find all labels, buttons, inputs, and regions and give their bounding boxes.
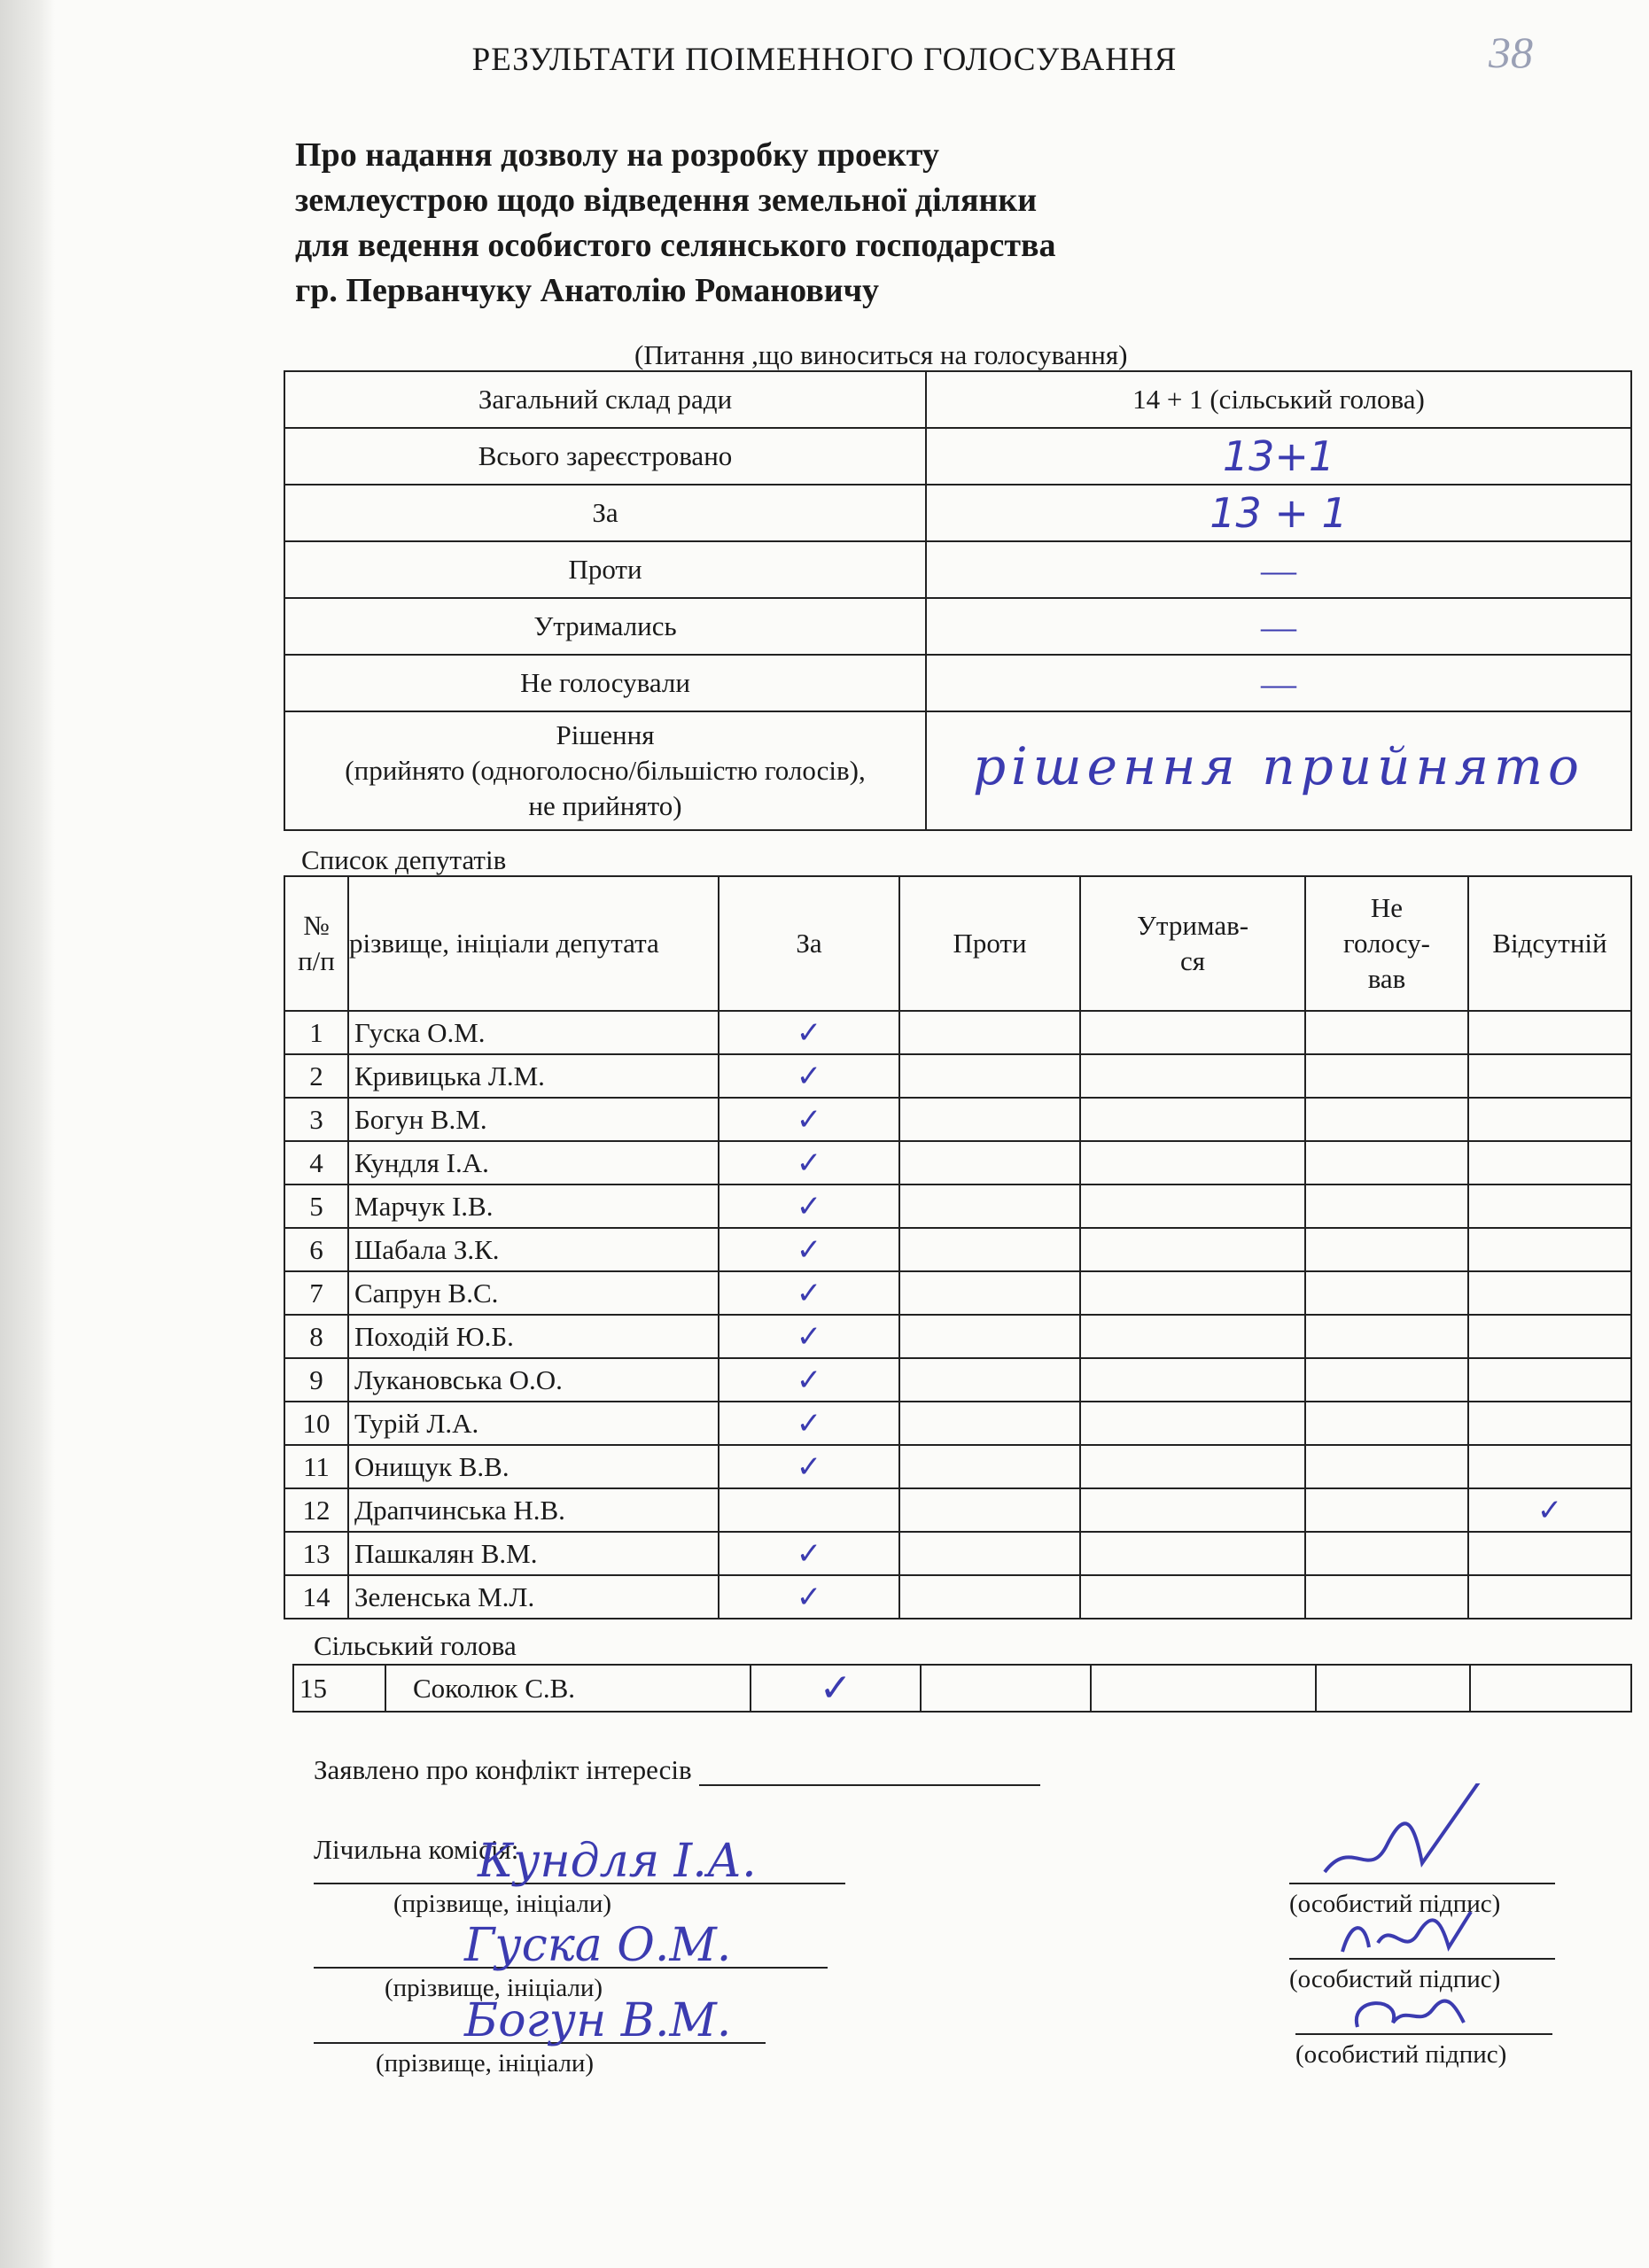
check-mark-icon: ✓ — [796, 1014, 822, 1051]
summary-label — [284, 711, 926, 830]
header-name: різвище, ініціали депутата — [348, 876, 719, 1011]
handwritten-name: Гуска О.М. — [464, 1919, 732, 1972]
check-mark-icon: ✓ — [796, 1579, 822, 1615]
deputies-table — [284, 875, 1632, 1619]
handwritten-name: Богун В.М. — [464, 1994, 732, 2047]
scan-edge — [0, 0, 55, 2268]
vote-absent-cell — [1468, 1445, 1631, 1488]
deputies-body — [284, 1011, 1631, 1619]
row-name: Пашкалян В.М. — [348, 1532, 719, 1575]
summary-value — [926, 711, 1631, 830]
decision-label-line: Рішення — [556, 719, 655, 750]
vote-absent-cell — [1468, 1575, 1631, 1619]
vote-not-voted-cell — [1305, 1532, 1468, 1575]
conflict-of-interest — [314, 1754, 1040, 1786]
summary-row — [284, 371, 1631, 428]
vote-absent-cell — [1468, 1184, 1631, 1228]
summary-label: Не голосували — [284, 655, 926, 711]
row-name: Турій Л.А. — [348, 1402, 719, 1445]
commission-signature-2 — [1289, 1922, 1555, 1994]
row-num: 2 — [284, 1054, 348, 1098]
row-num: 6 — [284, 1228, 348, 1271]
vote-against-cell — [899, 1141, 1080, 1184]
deputies-caption: Список депутатів — [301, 844, 507, 875]
check-mark-icon: ✓ — [796, 1231, 822, 1268]
header-against: Проти — [899, 876, 1080, 1011]
row-num: 8 — [284, 1315, 348, 1358]
name-line — [314, 1919, 828, 1972]
table-row — [284, 1098, 1631, 1141]
vote-not-voted-cell — [1305, 1184, 1468, 1228]
vote-against-cell — [899, 1228, 1080, 1271]
signature-caption: (особистий підпис) — [1289, 1890, 1501, 1918]
subject-line: гр. Перванчуку Анатолію Романовичу — [295, 272, 880, 309]
commission-name-1 — [314, 1835, 845, 1919]
signature-line — [1289, 1922, 1555, 1960]
vote-abstained-cell — [1080, 1271, 1305, 1315]
summary-row — [284, 541, 1631, 598]
subject-line: для ведення особистого селянського господарства — [295, 227, 1056, 264]
subject-line: землеустрою щодо відведення земельної ділянки — [295, 182, 1038, 219]
vote-for-cell — [719, 1228, 899, 1271]
vote-abstained-cell — [1080, 1054, 1305, 1098]
vote-against-cell — [899, 1575, 1080, 1619]
row-num: 4 — [284, 1141, 348, 1184]
summary-label: Утримались — [284, 598, 926, 655]
handwritten-decision: рішення прийнято — [973, 736, 1584, 796]
header-abstained — [1080, 876, 1305, 1011]
vote-absent-cell — [1468, 1054, 1631, 1098]
signature-icon — [1322, 1987, 1499, 2040]
vote-absent-cell — [1468, 1315, 1631, 1358]
vote-against-cell — [899, 1011, 1080, 1054]
header-num-line: № — [303, 910, 330, 941]
subject — [295, 133, 1056, 314]
vote-abstained-cell — [1080, 1532, 1305, 1575]
vote-for-cell — [751, 1665, 921, 1712]
table-row — [293, 1665, 1631, 1712]
row-num: 3 — [284, 1098, 348, 1141]
summary-row — [284, 598, 1631, 655]
row-name: Сапрун В.С. — [348, 1271, 719, 1315]
vote-absent-cell — [1468, 1402, 1631, 1445]
vote-not-voted-cell — [1305, 1054, 1468, 1098]
row-num: 7 — [284, 1271, 348, 1315]
row-num: 14 — [284, 1575, 348, 1619]
signature-line — [1295, 1998, 1552, 2035]
commission-label: Лічильна комісія: — [314, 1834, 519, 1865]
vote-for-cell — [719, 1054, 899, 1098]
summary-row — [284, 428, 1631, 485]
summary-table — [284, 370, 1632, 831]
check-mark-icon: ✓ — [819, 1666, 852, 1711]
vote-for-cell — [719, 1184, 899, 1228]
vote-for-cell — [719, 1011, 899, 1054]
row-name: Походій Ю.Б. — [348, 1315, 719, 1358]
check-mark-icon: ✓ — [796, 1318, 822, 1355]
vote-for-cell — [719, 1532, 899, 1575]
handwritten-name: Кундля І.А. — [478, 1835, 757, 1888]
vote-not-voted-cell — [1305, 1402, 1468, 1445]
vote-abstained-cell — [1080, 1575, 1305, 1619]
check-mark-icon: ✓ — [796, 1405, 822, 1441]
table-row — [284, 1228, 1631, 1271]
vote-absent-cell — [1468, 1532, 1631, 1575]
vote-absent-cell — [1468, 1141, 1631, 1184]
row-name: Соколюк С.В. — [385, 1665, 751, 1712]
document-title: РЕЗУЛЬТАТИ ПОІМЕННОГО ГОЛОСУВАННЯ — [471, 42, 1178, 78]
decision-label-line: (прийнято (одноголосно/більшістю голосів), — [345, 755, 866, 786]
header-num-line: п/п — [298, 945, 335, 976]
summary-value — [926, 485, 1631, 541]
handwritten-value: 13 + 1 — [1210, 489, 1348, 537]
vote-against-cell — [899, 1054, 1080, 1098]
commission-name-2 — [314, 1919, 828, 2003]
page-number: 38 — [1489, 27, 1533, 77]
summary-label: За — [284, 485, 926, 541]
row-num: 1 — [284, 1011, 348, 1054]
table-row — [284, 1141, 1631, 1184]
row-num: 13 — [284, 1532, 348, 1575]
check-mark-icon: ✓ — [796, 1275, 822, 1311]
vote-not-voted-cell — [1305, 1228, 1468, 1271]
header-for: За — [719, 876, 899, 1011]
check-mark-icon: ✓ — [796, 1058, 822, 1094]
signature-icon — [1316, 1783, 1493, 1890]
header-line: голосу- — [1343, 928, 1430, 959]
vote-abstained-cell — [1080, 1098, 1305, 1141]
conflict-blank-line — [699, 1759, 1040, 1786]
summary-label: Всього зареєстровано — [284, 428, 926, 485]
table-row — [284, 1271, 1631, 1315]
summary-value — [926, 598, 1631, 655]
summary-row — [284, 711, 1631, 830]
question-caption: (Питання ,що виноситься на голосування) — [634, 339, 1128, 370]
header-line: Не — [1370, 892, 1404, 923]
vote-not-voted-cell — [1305, 1315, 1468, 1358]
commission-name-3 — [314, 1994, 766, 2078]
vote-against-cell — [899, 1184, 1080, 1228]
header-absent: Відсутній — [1468, 876, 1631, 1011]
row-name: Драпчинська Н.В. — [348, 1488, 719, 1532]
vote-not-voted-cell — [1305, 1098, 1468, 1141]
header-num — [284, 876, 348, 1011]
summary-value — [926, 541, 1631, 598]
row-name: Марчук І.В. — [348, 1184, 719, 1228]
row-name: Богун В.М. — [348, 1098, 719, 1141]
name-line — [314, 1994, 766, 2047]
row-num: 15 — [293, 1665, 385, 1712]
table-row — [284, 1315, 1631, 1358]
vote-for-cell — [719, 1445, 899, 1488]
vote-not-voted-cell — [1305, 1575, 1468, 1619]
table-row — [284, 1054, 1631, 1098]
check-mark-icon: ✓ — [796, 1101, 822, 1138]
summary-row — [284, 485, 1631, 541]
vote-abstained-cell — [1091, 1665, 1316, 1712]
vote-against-cell — [899, 1358, 1080, 1402]
handwritten-dash: — — [1261, 606, 1296, 647]
vote-abstained-cell — [1080, 1141, 1305, 1184]
summary-row — [284, 655, 1631, 711]
summary-value: 14 + 1 (сільський голова) — [926, 371, 1631, 428]
name-caption: (прізвище, ініціали) — [376, 2049, 595, 2078]
vote-absent-cell — [1468, 1011, 1631, 1054]
row-num: 9 — [284, 1358, 348, 1402]
summary-value — [926, 655, 1631, 711]
header-not-voted — [1305, 876, 1468, 1011]
vote-against-cell — [899, 1532, 1080, 1575]
row-name: Кундля І.А. — [348, 1141, 719, 1184]
vote-against-cell — [899, 1315, 1080, 1358]
table-row — [284, 1488, 1631, 1532]
signature-icon — [1316, 1903, 1493, 1965]
vote-abstained-cell — [1080, 1445, 1305, 1488]
vote-absent-cell — [1468, 1271, 1631, 1315]
signature-line — [1289, 1847, 1555, 1884]
name-caption: (прізвище, ініціали) — [385, 1974, 603, 2002]
check-mark-icon: ✓ — [796, 1449, 822, 1485]
vote-absent-cell — [1468, 1098, 1631, 1141]
row-name: Гуска О.М. — [348, 1011, 719, 1054]
vote-absent-cell — [1468, 1488, 1631, 1532]
vote-against-cell — [921, 1665, 1091, 1712]
table-row — [284, 1011, 1631, 1054]
signature-caption: (особистий підпис) — [1289, 1965, 1501, 1993]
row-name: Зеленська М.Л. — [348, 1575, 719, 1619]
conflict-label: Заявлено про конфлікт інтересів — [314, 1754, 692, 1785]
head-caption: Сільський голова — [314, 1630, 517, 1661]
vote-for-cell — [719, 1271, 899, 1315]
head-table — [292, 1664, 1632, 1713]
vote-not-voted-cell — [1305, 1445, 1468, 1488]
check-mark-icon: ✓ — [796, 1145, 822, 1181]
vote-absent-cell — [1468, 1358, 1631, 1402]
vote-for-cell — [719, 1098, 899, 1141]
row-num: 12 — [284, 1488, 348, 1532]
vote-not-voted-cell — [1305, 1141, 1468, 1184]
name-caption: (прізвище, ініціали) — [393, 1890, 612, 1918]
header-line: Утримав- — [1136, 910, 1249, 941]
row-name: Онищук В.В. — [348, 1445, 719, 1488]
table-header-row — [284, 876, 1631, 1011]
row-num: 5 — [284, 1184, 348, 1228]
summary-label: Проти — [284, 541, 926, 598]
vote-not-voted-cell — [1305, 1011, 1468, 1054]
handwritten-dash: — — [1261, 549, 1296, 590]
vote-not-voted-cell — [1305, 1271, 1468, 1315]
check-mark-icon: ✓ — [796, 1362, 822, 1398]
vote-abstained-cell — [1080, 1488, 1305, 1532]
row-name: Лукановська О.О. — [348, 1358, 719, 1402]
vote-abstained-cell — [1080, 1402, 1305, 1445]
header-line: ся — [1179, 945, 1206, 976]
header-line: вав — [1367, 963, 1406, 994]
signature-caption: (особистий підпис) — [1295, 2040, 1507, 2069]
vote-against-cell — [899, 1098, 1080, 1141]
name-line — [314, 1835, 845, 1888]
vote-against-cell — [899, 1402, 1080, 1445]
vote-absent-cell — [1470, 1665, 1631, 1712]
vote-abstained-cell — [1080, 1011, 1305, 1054]
vote-abstained-cell — [1080, 1228, 1305, 1271]
handwritten-value: 13+1 — [1222, 432, 1335, 480]
subject-line: Про надання дозволу на розробку проекту — [295, 136, 939, 174]
row-name: Шабала З.К. — [348, 1228, 719, 1271]
summary-value — [926, 428, 1631, 485]
vote-abstained-cell — [1080, 1184, 1305, 1228]
vote-abstained-cell — [1080, 1358, 1305, 1402]
vote-against-cell — [899, 1445, 1080, 1488]
check-mark-icon: ✓ — [1536, 1492, 1563, 1528]
row-name: Кривицька Л.М. — [348, 1054, 719, 1098]
table-row — [284, 1575, 1631, 1619]
check-mark-icon: ✓ — [796, 1535, 822, 1572]
vote-for-cell — [719, 1315, 899, 1358]
summary-label: Загальний склад ради — [284, 371, 926, 428]
row-num: 11 — [284, 1445, 348, 1488]
vote-against-cell — [899, 1488, 1080, 1532]
vote-not-voted-cell — [1305, 1488, 1468, 1532]
commission-signature-3 — [1295, 1998, 1552, 2070]
handwritten-dash: — — [1261, 663, 1296, 703]
vote-not-voted-cell — [1305, 1358, 1468, 1402]
vote-for-cell — [719, 1402, 899, 1445]
vote-against-cell — [899, 1271, 1080, 1315]
table-row — [284, 1358, 1631, 1402]
row-num: 10 — [284, 1402, 348, 1445]
table-row — [284, 1532, 1631, 1575]
vote-for-cell — [719, 1141, 899, 1184]
table-row — [284, 1402, 1631, 1445]
vote-for-cell — [719, 1575, 899, 1619]
vote-for-cell — [719, 1488, 899, 1532]
vote-not-voted-cell — [1316, 1665, 1470, 1712]
table-row — [284, 1445, 1631, 1488]
check-mark-icon: ✓ — [796, 1188, 822, 1224]
table-row — [284, 1184, 1631, 1228]
vote-abstained-cell — [1080, 1315, 1305, 1358]
vote-for-cell — [719, 1358, 899, 1402]
vote-absent-cell — [1468, 1228, 1631, 1271]
decision-label-line: не прийнято) — [528, 790, 682, 821]
